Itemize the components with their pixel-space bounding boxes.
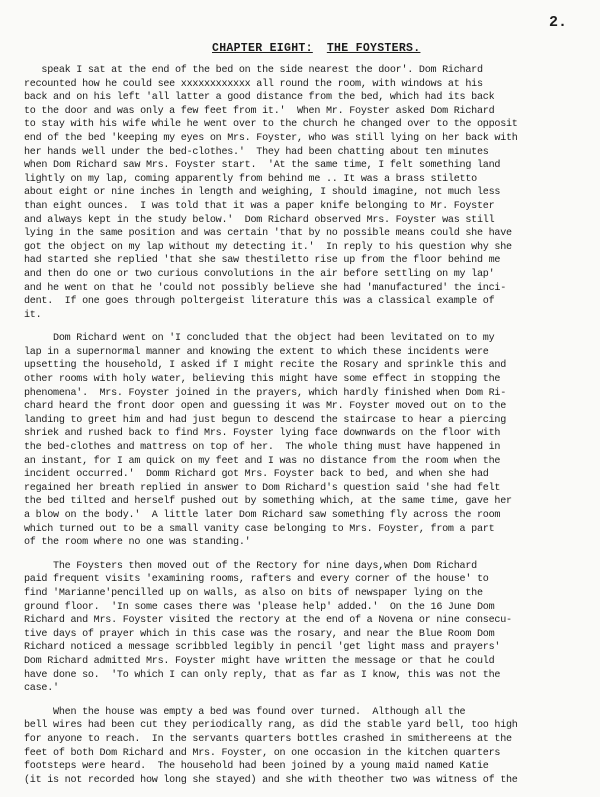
- paragraph: [24, 332, 594, 550]
- text-line: feet of both Dom Richard and Mrs. Foyster, on one occasion in the kitchen quarters: [24, 747, 501, 759]
- text-line: and always kept in the study below.' Dom Richard observed Mrs. Foyster was still: [24, 214, 495, 226]
- text-line: back and on his left 'all latter a good distance from the bed, which had its back: [24, 92, 495, 104]
- text-line: tive days of prayer which in this case was the rosary, and near the Blue Room Dom: [24, 628, 495, 640]
- text-line: dent. If one goes through poltergeist literature this was a classical example of: [24, 296, 495, 308]
- text-line: to the door and was only a few feet from it.' When Mr. Foyster asked Dom Richard: [24, 105, 495, 117]
- text-line: which turned out to be a small vanity case belonging to Mrs. Foyster, from a part: [24, 523, 495, 535]
- text-line: upsetting the household, I asked if I might recite the Rosary and sprinkle this and: [24, 360, 507, 372]
- text-line: find 'Marianne'pencilled up on walls, as also on bits of newspaper lying on the: [24, 587, 483, 599]
- text-line: of the room where no one was standing.': [24, 537, 251, 549]
- text-line: for anyone to reach. In the servants quarters bottles crashed in smithereens at the: [24, 733, 512, 745]
- text-line: the bed-clothes and mattress on top of her. The whole thing must have happened in: [24, 442, 501, 454]
- text-line: Dom Richard went on 'I concluded that the object had been levitated on to my: [24, 333, 495, 345]
- chapter-title: THE FOYSTERS.: [326, 42, 421, 55]
- text-line: landing to greet him and had just begun to descend the staircase to hear a piercing: [24, 414, 507, 426]
- text-line: about eight or nine inches in length and weighing, I should imagine, not much less: [24, 187, 501, 199]
- text-line: incident occurred.' Domm Richard got Mrs. Foyster back to bed, and when she had: [24, 469, 489, 481]
- text-line: and he went on that he 'could not possibly believe she had 'manufactured' the inci-: [24, 282, 507, 294]
- text-line: had started she replied 'that she saw thestiletto rise up from the floor behind me: [24, 255, 501, 267]
- paragraph: [24, 560, 594, 696]
- document-body: [24, 64, 594, 797]
- text-line: lightly on my lap, coming apparently from behind me .. It was a brass stiletto: [24, 173, 477, 185]
- text-line: an instant, for I am quick on my feet and I was no distance from the room when the: [24, 455, 501, 467]
- paragraph: [24, 64, 594, 322]
- text-line: regained her breath replied in answer to Dom Richard's question said 'she had felt: [24, 482, 501, 494]
- text-line: have done so. 'To which I can only reply, that as far as I know, this was not the: [24, 669, 501, 681]
- paragraph: [24, 706, 594, 788]
- page-number: 2.: [549, 14, 568, 31]
- text-line: When the house was empty a bed was found over turned. Although all the: [24, 706, 466, 718]
- text-line: case.': [24, 683, 59, 695]
- text-line: paid frequent visits 'examining rooms, rafters and every corner of the house' to: [24, 574, 489, 586]
- text-line: when Dom Richard saw Mrs. Foyster start. 'At the same time, I felt something land: [24, 160, 501, 172]
- text-line: other rooms with holy water, believing this might have some effect in stopping the: [24, 374, 501, 386]
- text-line: Dom Richard admitted Mrs. Foyster might have written the message or that he could: [24, 655, 495, 667]
- text-line: got the object on my lap without my detecting it.' In reply to his question why she: [24, 241, 512, 253]
- chapter-heading: [212, 42, 420, 55]
- text-line: her hands well under the bed-clothes.' They had been chatting about ten minutes: [24, 146, 489, 158]
- text-line: shriek and rushed back to find Mrs. Foyster lying face downwards on the floor with: [24, 428, 501, 440]
- text-line: chard heard the front door open and guessing it was Mr. Foyster moved out on to the: [24, 401, 507, 413]
- text-line: Richard noticed a message scribbled legibly in pencil 'get light mass and prayers': [24, 642, 501, 654]
- text-line: lap in a supernormal manner and knowing the extent to which these incidents were: [24, 346, 489, 358]
- text-line: speak I sat at the end of the bed on the side nearest the door'. Dom Richard: [24, 65, 483, 76]
- text-line: end of the bed 'keeping my eyes on Mrs. Foyster, who was still lying on her back with: [24, 132, 518, 144]
- text-line: recounted how he could see xxxxxxxxxxxx all round the room, with windows at his: [24, 78, 483, 90]
- text-line: than eight ounces. I was told that it was a paper knife belonging to Mr. Foyster: [24, 200, 495, 212]
- text-line: Richard and Mrs. Foyster visited the rectory at the end of a Novena or nine consecu-: [24, 615, 512, 627]
- text-line: the bed tilted and herself pushed out by something which, at the same time, gave her: [24, 496, 512, 508]
- text-line: footsteps were heard. The household had been joined by a young maid named Katie: [24, 761, 489, 773]
- text-line: bell wires had been cut they periodically rang, as did the stable yard bell, too high: [24, 720, 518, 732]
- text-line: phenomena'. Mrs. Foyster joined in the prayers, which hardly finished when Dom Ri-: [24, 387, 507, 399]
- text-line: to stay with his wife while he went over to the church he changed over to the opposit: [24, 119, 518, 131]
- text-line: a blow on the body.' A little later Dom Richard saw something fly across the room: [24, 510, 501, 521]
- text-line: lying in the same position and was certain 'that by no possible means could she have: [24, 228, 512, 240]
- text-line: ground floor. 'In some cases there was 'please help' added.' On the 16 June Dom: [24, 601, 495, 613]
- chapter-label: CHAPTER EIGHT:: [212, 42, 313, 55]
- text-line: (it is not recorded how long she stayed) and she with theother two was witness of the: [24, 774, 518, 786]
- text-line: it.: [24, 309, 42, 321]
- text-line: The Foysters then moved out of the Rectory for nine days,when Dom Richard: [24, 560, 477, 572]
- text-line: and then do one or two curious convolutions in the air before settling on my lap': [24, 268, 495, 280]
